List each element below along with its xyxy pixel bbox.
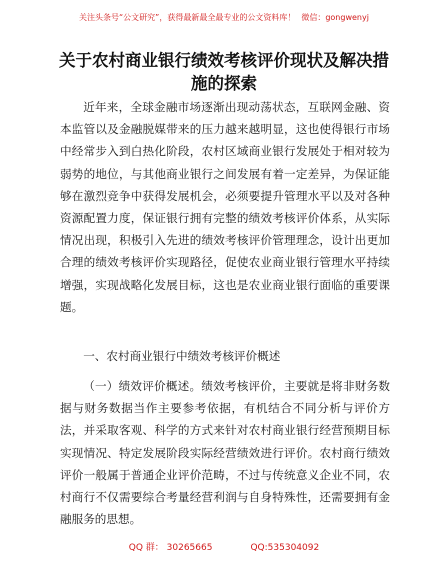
wechat-contact: 微信：gongwenyj: [301, 13, 369, 22]
section-heading: 一、农村商业银行中绩效考核评价概述: [83, 349, 281, 363]
qq-number: QQ:535304092: [250, 543, 320, 553]
document-title: 关于农村商业银行绩效考核评价现状及解决措施的探索: [59, 51, 389, 93]
promo-text: 关注头条号“公文研究”，获得最新最全最专业的公文资料库！: [79, 13, 296, 22]
promo-banner: [0, 12, 448, 23]
contact-footer: [0, 540, 448, 553]
qq-group: QQ 群： 30265665: [128, 543, 213, 553]
section-paragraph: （一）绩效评价概述。绩效考核评价，主要就是将非财务数据与财务数据当作主要参考依据，有机结合不同分析与评价方法，并采取客观、科学的方式来针对农村商业银行经营预期目标实现情况、特定发展阶段实际经营绩效进行评价。农村商行绩效评价一般属于普通企业评价范畴，不过与传统意义企业不同，农村商行不仅需要综合考量经营利润与自身特殊性，还需要拥有金融服务的思想。: [60, 379, 390, 527]
intro-paragraph: 近年来，全球金融市场逐渐出现动荡状态，互联网金融、资本监管以及金融脱媒带来的压力越来越明显，这也使得银行市场中经常步入到白热化阶段，农村区域商业银行发展处于相对较为弱势的地位，与其他商业银行之间发展有着一定差异，为保证能够在激烈竞争中获得发展机会，必须要提升管理水平以及对各种资源配置力度，保证银行拥有完整的绩效考核评价体系，从实际情况出现，积极引入先进的绩效考核评价管理理念，设计出更加合理的绩效考核评价实现路径，促使农业商业银行管理水平持续增强，实现战略化发展目标，这也是农业商业银行面临的重要课题。: [60, 100, 390, 314]
